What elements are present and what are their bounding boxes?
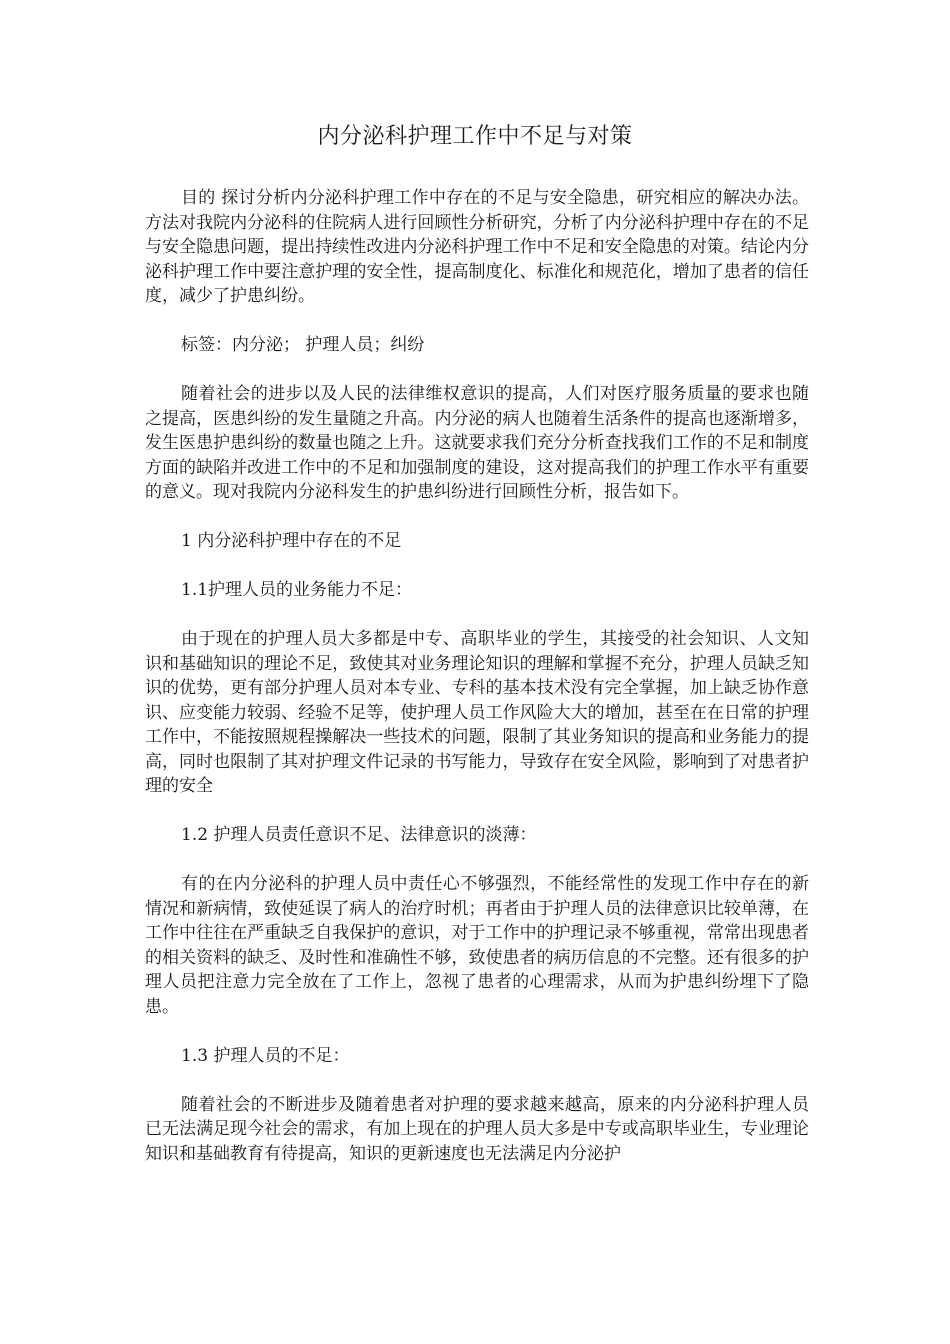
subsection-1-2-paragraph: 有的在内分泌科的护理人员中责任心不够强烈，不能经常性的发现工作中存在的新情况和新病情，致使延误了病人的治疗时机；再者由于护理人员的法律意识比较单薄，在工作中往往在严重缺乏自我保护的意识，对于工作中的护理记录不够重视，常常出现患者的相关资料的缺乏、及时性和准确性不够，致使患者的病历信息的不完整。还有很多的护理人员把注意力完全放在了工作上，忽视了患者的心理需求，从而为护患纠纷埋下了隐患。 xyxy=(145,874,809,1017)
document-title: 内分泌科护理工作中不足与对策 xyxy=(317,124,633,149)
subsection-1-3-heading: 1.3 护理人员的不足： xyxy=(181,1045,350,1066)
keywords-line: 标签：内分泌； 护理人员；纠纷 xyxy=(181,335,425,355)
abstract-paragraph: 目的 探讨分析内分泌科护理工作中存在的不足与安全隐患，研究相应的解决办法。方法对我院内分泌科的住院病人进行回顾性分析研究，分析了内分泌科护理中存在的不足与安全隐患问题，提出持续性改进内分泌科护理工作中不足和安全隐患的对策。结论内分泌科护理工作中要注意护理的安全性，提高制度化、标准化和规范化，增加了患者的信任度，减少了护患纠纷。 xyxy=(145,188,809,306)
subsection-1-1-heading: 1.1护理人员的业务能力不足： xyxy=(181,580,413,600)
section-1-heading: 1 内分泌科护理中存在的不足 xyxy=(181,531,402,551)
subsection-1-3-paragraph: 随着社会的不断进步及随着患者对护理的要求越来越高，原来的内分泌科护理人员已无法满足现今社会的需求，有加上现在的护理人员大多是中专或高职毕业生，专业理论知识和基础教育有待提高，知识的更新速度也无法满足内分泌护 xyxy=(145,1094,809,1164)
document-body xyxy=(145,186,809,1191)
intro-paragraph: 随着社会的进步以及人民的法律维权意识的提高，人们对医疗服务质量的要求也随之提高，医患纠纷的发生量随之升高。内分泌的病人也随着生活条件的提高也逐渐增多，发生医患护患纠纷的数量也随之上升。这就要求我们充分分析查找我们工作的不足和制度方面的缺陷并改进工作中的不足和加强制度的建设，这对提高我们的护理工作水平有重要的意义。现对我院内分泌科发生的护患纠纷进行回顾性分析，报告如下。 xyxy=(145,384,809,502)
subsection-1-2-heading: 1.2 护理人员责任意识不足、法律意识的淡薄： xyxy=(181,825,537,845)
subsection-1-1-paragraph: 由于现在的护理人员大多都是中专、高职毕业的学生，其接受的社会知识、人文知识和基础知识的理论不足，致使其对业务理论知识的理解和掌握不充分，护理人员缺乏知识的优势，更有部分护理人员对本专业、专科的基本技术没有完全掌握，加上缺乏协作意识、应变能力较弱、经验不足等，使护理人员工作风险大大的增加，甚至在在日常的护理工作中，不能按照规程操解决一些技术的问题，限制了其业务知识的提高和业务能力的提高，同时也限制了其对护理文件记录的书写能力，导致存在安全风险，影响到了对患者护理的安全 xyxy=(145,629,809,796)
